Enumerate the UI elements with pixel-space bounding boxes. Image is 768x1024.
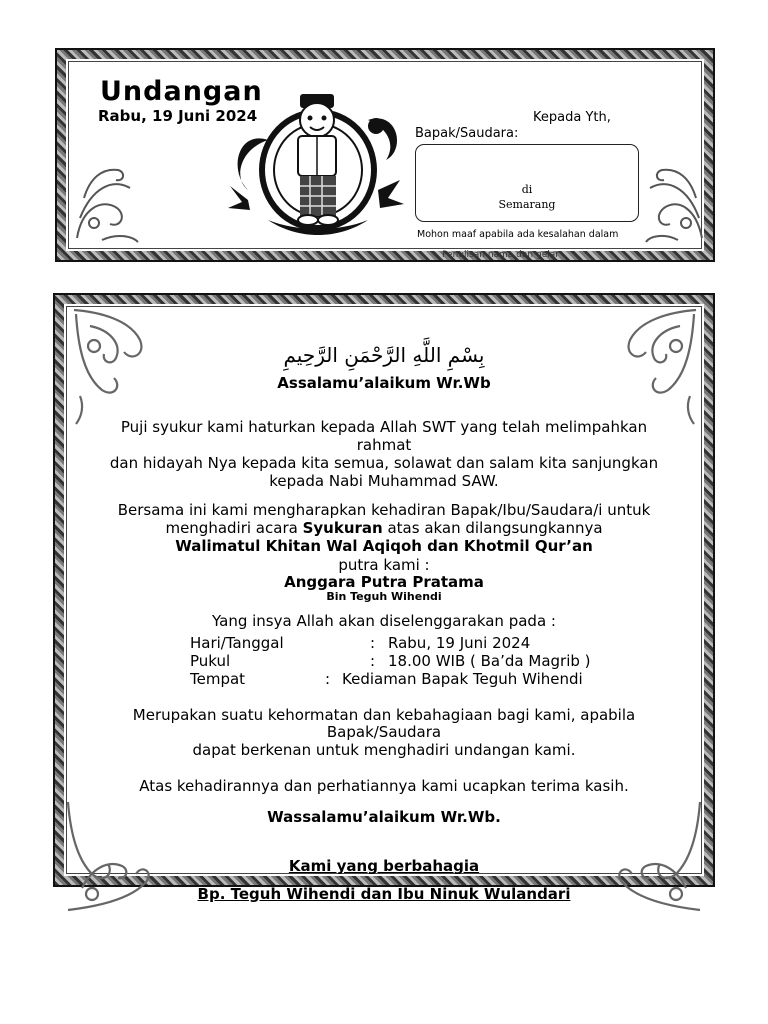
thanks-line: Atas kehadirannya dan perhatiannya kami ucapkan terima kasih. <box>139 777 629 795</box>
host-names: Bp. Teguh Wihendi dan Ibu Ninuk Wulandari <box>197 885 571 903</box>
bismillah-calligraphy <box>276 338 492 372</box>
detail-sep: : <box>370 652 376 670</box>
cover-title: Undangan <box>100 76 263 107</box>
address-di: di <box>521 183 533 196</box>
floral-ornament-icon <box>70 306 156 426</box>
address-box <box>415 144 639 222</box>
boy-mascot-icon <box>228 90 408 240</box>
detail-value-time: 18.00 WIB ( Ba’da Magrib ) <box>388 652 591 670</box>
schedule-intro: Yang insya Allah akan diselenggarakan pada : <box>212 612 556 630</box>
apology-note: Mohon maaf apabila ada kesalahan dalam <box>417 229 619 240</box>
paragraph-3-line-1: Merupakan suatu kehormatan dan kebahagiaan bagi kami, apabila <box>132 706 636 724</box>
greeting: Assalamu’alaikum Wr.Wb <box>277 374 491 392</box>
address-city: Semarang <box>498 198 556 211</box>
signoff: Kami yang berbahagia <box>288 857 480 875</box>
bismillah-text: بِسْمِ اللَّهِ الرَّحْمَنِ الرَّحِيمِ <box>283 343 485 367</box>
floral-ornament-icon <box>644 148 706 244</box>
event-name: Walimatul Khitan Wal Aqiqoh dan Khotmil Qur’an <box>175 537 593 555</box>
detail-label-date: Hari/Tanggal <box>190 634 284 652</box>
paragraph-2-pre: menghadiri acara <box>165 519 303 537</box>
son-label: putra kami : <box>338 556 430 574</box>
detail-value-date: Rabu, 19 Juni 2024 <box>388 634 531 652</box>
son-bin: Bin Teguh Wihendi <box>326 590 442 603</box>
detail-value-place: Kediaman Bapak Teguh Wihendi <box>342 670 583 688</box>
paragraph-1-line-2: rahmat <box>356 436 412 454</box>
floral-ornament-icon <box>614 306 700 426</box>
paragraph-2-line-2 <box>60 519 708 537</box>
detail-label-time: Pukul <box>190 652 231 670</box>
detail-sep: : <box>370 634 376 652</box>
floral-ornament-icon <box>72 148 142 244</box>
paragraph-1-line-1: Puji syukur kami haturkan kepada Allah SWT yang telah melimpahkan <box>120 418 648 436</box>
son-name: Anggara Putra Pratama <box>284 573 484 591</box>
cover-date: Rabu, 19 Juni 2024 <box>98 107 258 125</box>
closing-greeting: Wassalamu’alaikum Wr.Wb. <box>267 808 501 826</box>
recipient-heading: Kepada Yth, <box>533 110 611 125</box>
paragraph-3-line-2: Bapak/Saudara <box>326 723 442 741</box>
paragraph-1-line-4: kepada Nabi Muhammad SAW. <box>269 472 499 490</box>
apology-note-2: Penulisan nama dan gelar <box>442 250 559 260</box>
paragraph-2-post: atas akan dilangsungkannya <box>382 519 603 537</box>
paragraph-2-line-1: Bersama ini kami mengharapkan kehadiran Bapak/Ibu/Saudara/i untuk <box>117 501 651 519</box>
paragraph-1-line-3: dan hidayah Nya kepada kita semua, solawat dan salam kita sanjungkan <box>109 454 659 472</box>
event-type: Syukuran <box>302 519 383 537</box>
paragraph-3-line-3: dapat berkenan untuk menghadiri undangan kami. <box>192 741 576 759</box>
recipient-label: Bapak/Saudara: <box>415 126 519 141</box>
detail-sep: : <box>325 670 331 688</box>
detail-label-place: Tempat <box>190 670 246 688</box>
